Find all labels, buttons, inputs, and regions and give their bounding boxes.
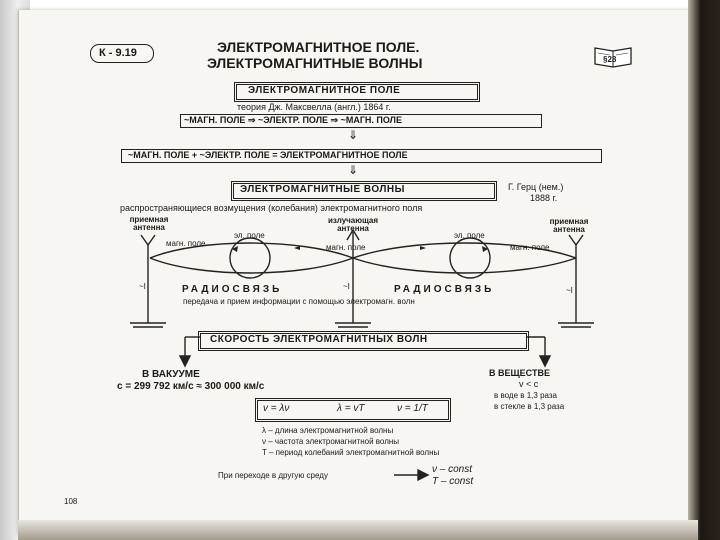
transmission-note: передача и прием информации с помощью электромагн. волн — [183, 297, 415, 306]
page-subtitle: ЭЛЕКТРОМАГНИТНЫЕ ВОЛНЫ — [207, 55, 423, 71]
medium-transition: При переходе в другую среду — [218, 471, 328, 480]
matter-inequality: v < c — [519, 379, 539, 389]
magn-field-center: магн. поле — [326, 243, 366, 252]
section2-heading: ЭЛЕКТРОМАГНИТНЫЕ ВОЛНЫ — [240, 184, 405, 195]
magn-field-right: магн. поле — [510, 243, 550, 252]
matter-label: В ВЕЩЕСТВЕ — [489, 368, 550, 378]
hertz-year: 1888 г. — [530, 193, 558, 203]
page-title: ЭЛЕКТРОМАГНИТНОЕ ПОЛЕ. — [217, 39, 420, 55]
el-field-right: эл. поле — [454, 231, 485, 240]
wave-definition: распространяющиеся возмущения (колебания) электромагнитного поля — [120, 203, 423, 213]
current-left: ~I — [139, 282, 146, 291]
const-frequency: ν – const — [432, 464, 473, 475]
legend-frequency: ν – частота электромагнитной волны — [262, 437, 400, 446]
field-chain: ~МАГН. ПОЛЕ ⇒ ~ЭЛЕКТР. ПОЛЕ ⇒ ~МАГН. ПОЛЕ — [184, 115, 402, 125]
book-reference: §28 — [603, 55, 617, 64]
current-center: ~I — [343, 282, 350, 291]
legend-period: T – период колебаний электромагнитной волны — [262, 448, 440, 457]
maxwell-theory: теория Дж. Максвелла (англ.) 1864 г. — [237, 102, 391, 112]
card-code: К - 9.19 — [99, 47, 137, 59]
page-number: 108 — [64, 497, 78, 506]
formula-speed: v = λν — [263, 403, 290, 414]
current-right: ~I — [566, 286, 573, 295]
down-arrow-icon: ⇓ — [348, 128, 359, 142]
radio-left: РАДИОСВЯЗЬ — [182, 284, 283, 295]
magn-field-left: магн. поле — [166, 239, 206, 248]
formula-frequency: ν = 1/T — [397, 403, 428, 414]
legend-wavelength: λ – длина электромагнитной волны — [262, 426, 394, 435]
vacuum-label: В ВАКУУМЕ — [142, 369, 200, 380]
formula-wavelength: λ = vT — [337, 403, 365, 414]
down-arrow-icon-2: ⇓ — [348, 163, 359, 177]
vacuum-speed: c = 299 792 км/с ≈ 300 000 км/с — [117, 381, 265, 392]
const-period: T – const — [432, 476, 474, 487]
section3-heading: СКОРОСТЬ ЭЛЕКТРОМАГНИТНЫХ ВОЛН — [210, 334, 428, 345]
matter-water: в воде в 1,3 раза — [494, 391, 557, 400]
radio-right: РАДИОСВЯЗЬ — [394, 284, 495, 295]
field-sum: ~МАГН. ПОЛЕ + ~ЭЛЕКТР. ПОЛЕ = ЭЛЕКТРОМАГНИТНОЕ ПОЛЕ — [128, 150, 408, 160]
el-field-left: эл. поле — [234, 231, 265, 240]
hertz-author: Г. Герц (нем.) — [508, 182, 564, 192]
antenna-receive-left-label: приемная антенна — [129, 215, 169, 232]
section1-heading: ЭЛЕКТРОМАГНИТНОЕ ПОЛЕ — [248, 85, 401, 96]
antenna-emit-label: излучающая антенна — [327, 216, 379, 233]
matter-glass: в стекле в 1,3 раза — [494, 402, 565, 411]
antenna-receive-right-label: приемная антенна — [549, 217, 589, 234]
